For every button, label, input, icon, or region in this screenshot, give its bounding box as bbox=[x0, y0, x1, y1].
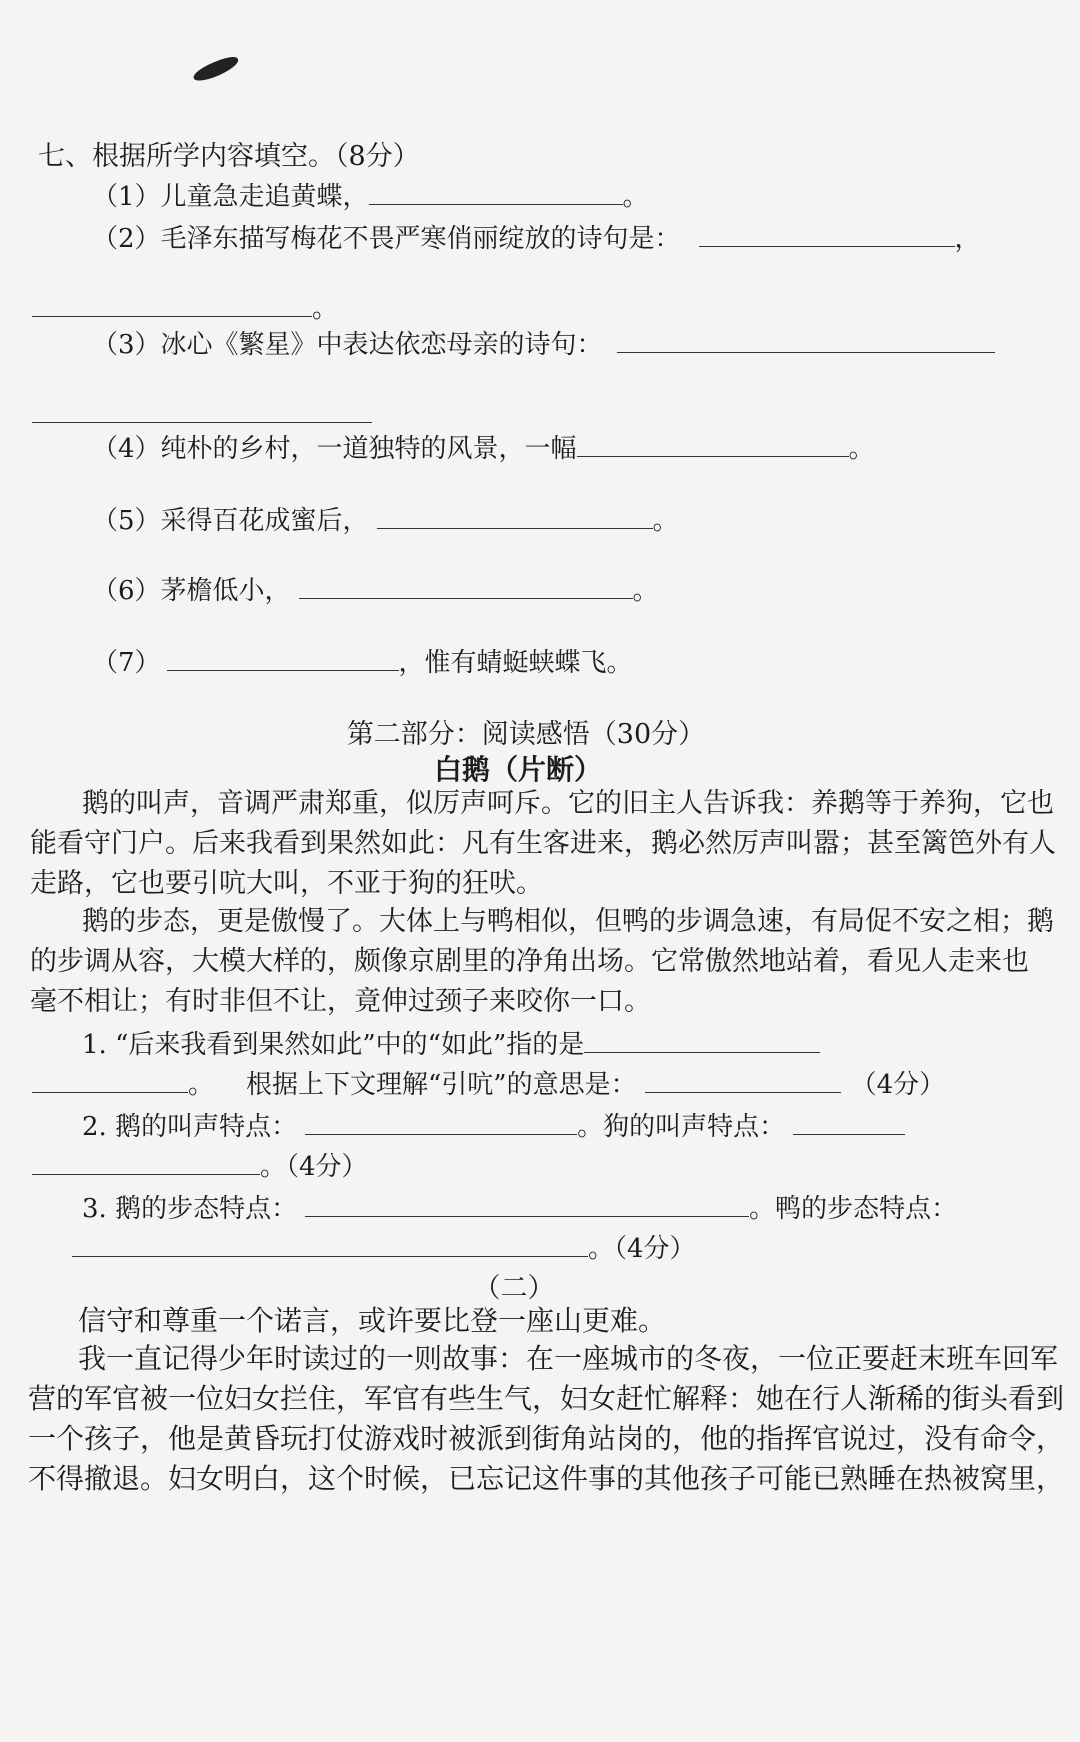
reading-question-1-cont bbox=[32, 1068, 945, 1102]
passage2-para2-line1: 我一直记得少年时读过的一则故事：在一座城市的冬夜，一位正要赶末班车回军 bbox=[78, 1342, 1059, 1375]
rq3-end: 。（4分） bbox=[588, 1234, 696, 1264]
reading-question-2 bbox=[82, 1110, 905, 1144]
q4-end: 。 bbox=[848, 434, 875, 464]
rq2-mid: 。狗的叫声特点： bbox=[577, 1112, 786, 1142]
rq2-answer-blank-3[interactable] bbox=[32, 1150, 260, 1175]
q2-comma: ， bbox=[954, 224, 981, 254]
fill-question-4 bbox=[92, 432, 875, 466]
rq1-text: 1. “后来我看到果然如此”中的“如此”指的是 bbox=[82, 1030, 585, 1060]
rq1-answer-blank-2[interactable] bbox=[32, 1068, 188, 1093]
rq1-end: 。 bbox=[188, 1070, 215, 1100]
passage-para2-line1: 鹅的步态，更是傲慢了。大体上与鸭相似，但鸭的步调急速，有局促不安之相；鹅 bbox=[82, 906, 1054, 937]
q6-answer-blank[interactable] bbox=[299, 574, 633, 599]
rq3-answer-blank-2[interactable] bbox=[72, 1232, 588, 1257]
rq1-answer-blank-1[interactable] bbox=[584, 1028, 820, 1053]
q7-end: ，惟有蜻蜓蛱蝶飞。 bbox=[398, 648, 633, 678]
q6-text: （6）茅檐低小， bbox=[92, 576, 291, 606]
fill-question-6 bbox=[92, 574, 659, 608]
q6-end: 。 bbox=[632, 576, 659, 606]
rq3-text: 3. 鹅的步态特点： bbox=[82, 1194, 298, 1224]
reading-question-3 bbox=[82, 1192, 957, 1226]
rq2-end: 。（4分） bbox=[260, 1152, 368, 1182]
rq2-text: 2. 鹅的叫声特点： bbox=[82, 1112, 298, 1142]
q3-answer-blank-1[interactable] bbox=[617, 328, 995, 353]
reading-question-1 bbox=[82, 1028, 820, 1062]
rq2-answer-blank-1[interactable] bbox=[305, 1110, 577, 1135]
passage2-para2-line2: 营的军官被一位妇女拦住，军官有些生气，妇女赶忙解释：她在行人渐稀的街头看到 bbox=[28, 1382, 1065, 1415]
q4-text: （4）纯朴的乡村，一道独特的风景，一幅 bbox=[92, 434, 577, 464]
q7-text: （7） bbox=[92, 648, 161, 678]
fill-question-3-cont bbox=[32, 398, 372, 432]
rq1-answer-blank-3[interactable] bbox=[645, 1068, 841, 1093]
q1-end: 。 bbox=[622, 182, 649, 212]
fill-question-2 bbox=[92, 222, 981, 256]
section7-heading: 七、根据所学内容填空。（8分） bbox=[38, 141, 420, 172]
fill-question-2-cont bbox=[32, 292, 338, 326]
q2-answer-blank-1[interactable] bbox=[699, 222, 955, 247]
q5-text: （5）采得百花成蜜后， bbox=[92, 506, 369, 536]
rq3-answer-blank-1[interactable] bbox=[305, 1192, 749, 1217]
passage2-para2-line3: 一个孩子，他是黄昏玩打仗游戏时被派到街角站岗的，他的指挥官说过，没有命令， bbox=[28, 1422, 1065, 1455]
rq3-mid: 。鸭的步态特点： bbox=[749, 1194, 958, 1224]
ink-smudge bbox=[191, 54, 241, 85]
passage-para2-line3: 毫不相让；有时非但不让，竟伸过颈子来咬你一口。 bbox=[30, 986, 651, 1017]
q3-answer-blank-2[interactable] bbox=[32, 398, 372, 423]
q1-text: （1）儿童急走追黄蝶， bbox=[92, 182, 369, 212]
part3-heading: （二） bbox=[473, 1273, 555, 1304]
passage-para1-line2: 能看守门户。后来我看到果然如此：凡有生客进来，鹅必然厉声叫嚣；甚至篱笆外有人 bbox=[30, 828, 1056, 859]
q2-end: 。 bbox=[312, 294, 339, 324]
passage-title: 白鹅（片断） bbox=[433, 753, 602, 786]
q3-text: （3）冰心《繁星》中表达依恋母亲的诗句： bbox=[92, 330, 603, 360]
part2-heading: 第二部分：阅读感悟（30分） bbox=[346, 719, 706, 750]
reading-question-2-cont bbox=[32, 1150, 368, 1184]
q1-answer-blank[interactable] bbox=[369, 180, 623, 205]
fill-question-7 bbox=[92, 646, 633, 680]
rq1-sub-text: 根据上下文理解“引吭”的意思是： bbox=[246, 1070, 637, 1100]
fill-question-3 bbox=[92, 328, 995, 362]
q2-answer-blank-2[interactable] bbox=[32, 292, 312, 317]
rq1-score: （4分） bbox=[850, 1070, 946, 1100]
q5-end: 。 bbox=[652, 506, 679, 536]
q2-text: （2）毛泽东描写梅花不畏严寒俏丽绽放的诗句是： bbox=[92, 224, 681, 254]
q7-answer-blank[interactable] bbox=[167, 646, 399, 671]
rq2-answer-blank-2[interactable] bbox=[793, 1110, 905, 1135]
passage-para1-line3: 走路，它也要引吭大叫，不亚于狗的狂吠。 bbox=[30, 868, 543, 899]
q4-answer-blank[interactable] bbox=[577, 432, 849, 457]
q5-answer-blank[interactable] bbox=[377, 504, 653, 529]
passage-para2-line2: 的步调从容，大模大样的，颇像京剧里的净角出场。它常傲然地站着，看见人走来也 bbox=[30, 946, 1029, 977]
reading-question-3-cont bbox=[72, 1232, 696, 1266]
passage2-para1: 信守和尊重一个诺言，或许要比登一座山更难。 bbox=[78, 1304, 667, 1337]
fill-question-1 bbox=[92, 180, 649, 214]
passage-para1-line1: 鹅的叫声，音调严肃郑重，似厉声呵斥。它的旧主人告诉我：养鹅等于养狗，它也 bbox=[82, 788, 1054, 819]
fill-question-5 bbox=[92, 504, 679, 538]
passage2-para2-line4: 不得撤退。妇女明白，这个时候，已忘记这件事的其他孩子可能已熟睡在热被窝里， bbox=[28, 1462, 1065, 1495]
